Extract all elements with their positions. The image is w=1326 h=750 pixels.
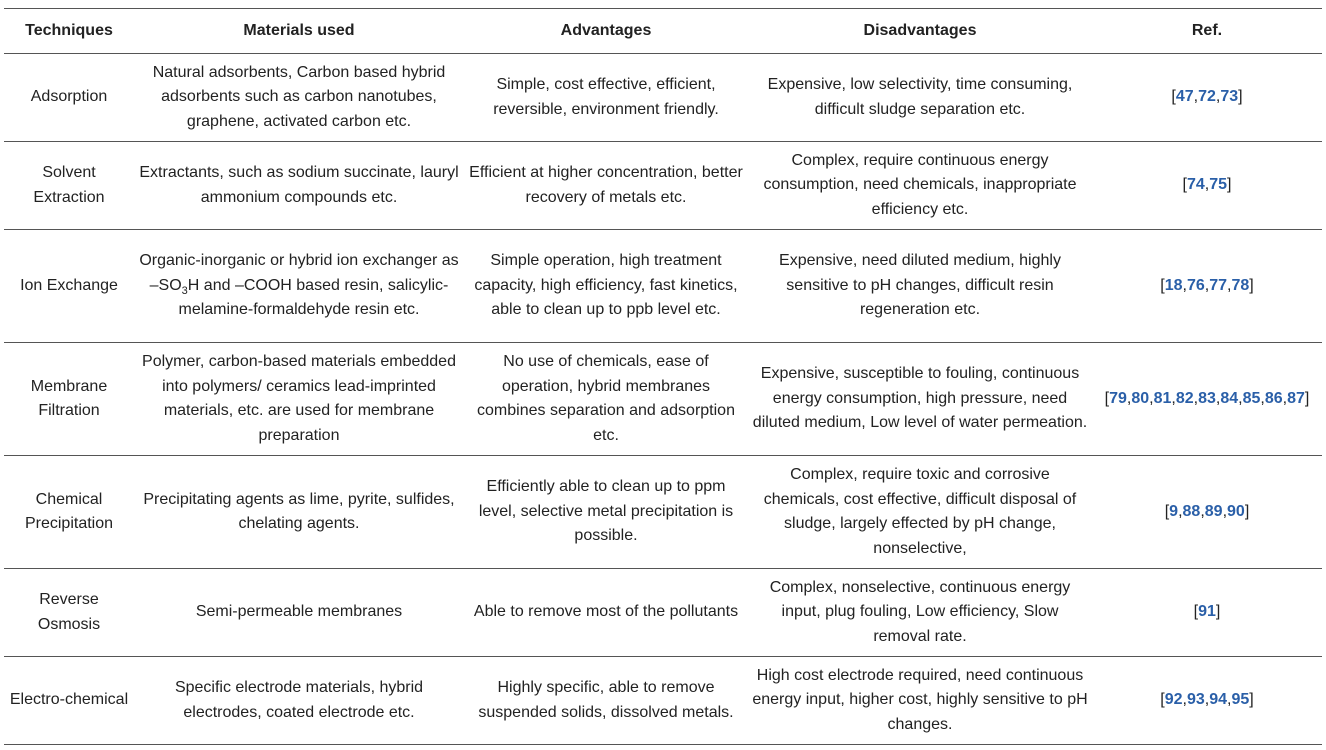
ref-link[interactable]: 84 — [1220, 389, 1239, 407]
header-disadvantages: Disadvantages — [748, 9, 1092, 54]
ref-bracket-close: ] — [1227, 176, 1232, 194]
ref-link[interactable]: 76 — [1186, 276, 1205, 294]
materials-cell — [134, 230, 464, 343]
ref-link[interactable]: 47 — [1175, 88, 1194, 106]
ref-link[interactable]: 72 — [1198, 88, 1216, 106]
ref-link[interactable]: 75 — [1209, 176, 1228, 194]
techniques-comparison-table — [4, 8, 1322, 745]
materials-cell: Natural adsorbents, Carbon based hybrid adsorbents such as carbon nanotubes, graphene, activated carbon etc. — [134, 54, 464, 142]
advantages-cell: Efficiently able to clean up to ppm level, selective metal precipitation is possible. — [464, 456, 748, 569]
table-row-chemical-precipitation — [4, 456, 1322, 569]
header-advantages: Advantages — [464, 9, 748, 54]
ref-bracket-open: [ — [1171, 88, 1176, 106]
materials-text-pre: Organic-inorganic or hybrid ion exchanger as –SO — [139, 252, 459, 294]
header-materials-used: Materials used — [134, 9, 464, 54]
technique-cell: Electro-chemical — [4, 657, 134, 745]
ref-separator: , — [1215, 88, 1221, 106]
ref-separator: , — [1227, 276, 1232, 294]
ref-link[interactable]: 95 — [1231, 691, 1250, 709]
ref-link[interactable]: 81 — [1153, 389, 1172, 407]
technique-cell: Chemical Precipitation — [4, 456, 134, 569]
table-row-reverse-osmosis — [4, 569, 1322, 657]
disadvantages-cell: Expensive, need diluted medium, highly sensitive to pH changes, difficult resin regeneration etc. — [748, 230, 1092, 343]
ref-separator: , — [1171, 389, 1176, 407]
ref-bracket-close: ] — [1304, 389, 1310, 407]
ref-link[interactable]: 82 — [1175, 389, 1194, 407]
disadvantages-cell: Expensive, susceptible to fouling, continuous energy consumption, high pressure, need diluted medium, Low level of water permeation. — [748, 343, 1092, 456]
ref-link[interactable]: 85 — [1242, 389, 1261, 407]
ref-separator: , — [1260, 389, 1265, 407]
disadvantages-cell: Expensive, low selectivity, time consuming, difficult sludge separation etc. — [748, 54, 1092, 142]
ref-link[interactable]: 77 — [1209, 276, 1228, 294]
technique-cell: Membrane Filtration — [4, 343, 134, 456]
advantages-cell: Efficient at higher concentration, better recovery of metals etc. — [464, 142, 748, 230]
ref-link[interactable]: 88 — [1182, 502, 1201, 520]
technique-cell: Solvent Extraction — [4, 142, 134, 230]
ref-bracket-close: ] — [1238, 88, 1243, 106]
ref-cell — [1092, 142, 1322, 230]
subscript-3: 3 — [181, 284, 188, 297]
ref-separator: , — [1182, 691, 1187, 709]
ref-bracket-open: [ — [1164, 502, 1170, 520]
ref-link[interactable]: 93 — [1186, 691, 1205, 709]
ref-cell — [1092, 54, 1322, 142]
ref-bracket-open: [ — [1104, 389, 1110, 407]
header-ref: Ref. — [1092, 9, 1322, 54]
materials-cell: Specific electrode materials, hybrid electrodes, coated electrode etc. — [134, 657, 464, 745]
advantages-cell: Highly specific, able to remove suspended solids, dissolved metals. — [464, 657, 748, 745]
disadvantages-cell: Complex, require toxic and corrosive chemicals, cost effective, difficult disposal of sludge, largely effected by pH change, nonselective, — [748, 456, 1092, 569]
table-row-solvent-extraction — [4, 142, 1322, 230]
ref-link[interactable]: 18 — [1164, 276, 1183, 294]
ref-separator: , — [1178, 502, 1183, 520]
ref-link[interactable]: 92 — [1164, 691, 1183, 709]
ref-cell — [1092, 343, 1322, 456]
ref-link[interactable]: 86 — [1264, 389, 1283, 407]
table-row-adsorption — [4, 54, 1322, 142]
technique-cell: Reverse Osmosis — [4, 569, 134, 657]
ref-link[interactable]: 9 — [1169, 502, 1179, 520]
ref-cell — [1092, 657, 1322, 745]
ref-link[interactable]: 83 — [1198, 389, 1216, 407]
table-row-ion-exchange — [4, 230, 1322, 343]
ref-separator: , — [1204, 276, 1210, 294]
table-row-electrochemical — [4, 657, 1322, 745]
table-row-membrane-filtration — [4, 343, 1322, 456]
disadvantages-cell: Complex, nonselective, continuous energy input, plug fouling, Low efficiency, Slow removal rate. — [748, 569, 1092, 657]
ref-separator: , — [1126, 389, 1132, 407]
disadvantages-cell: High cost electrode required, need continuous energy input, higher cost, highly sensitive to pH changes. — [748, 657, 1092, 745]
materials-text-post: H and –COOH based resin, salicylic-melamine-formaldehyde resin etc. — [178, 276, 449, 319]
comparison-table-container — [4, 8, 1322, 745]
materials-cell: Semi-permeable membranes — [134, 569, 464, 657]
ref-separator: , — [1204, 176, 1210, 194]
ref-link[interactable]: 78 — [1231, 276, 1250, 294]
ref-separator: , — [1193, 389, 1199, 407]
advantages-cell: Simple operation, high treatment capacity, high efficiency, fast kinetics, able to clean up to ppb level etc. — [464, 230, 748, 343]
ref-bracket-close: ] — [1249, 276, 1254, 294]
ref-separator: , — [1204, 691, 1210, 709]
technique-cell: Adsorption — [4, 54, 134, 142]
materials-cell: Polymer, carbon-based materials embedded into polymers/ ceramics lead-imprinted materials, etc. are used for membrane preparation — [134, 343, 464, 456]
ref-separator: , — [1282, 389, 1288, 407]
ref-separator: , — [1215, 389, 1221, 407]
advantages-cell: Able to remove most of the pollutants — [464, 569, 748, 657]
ref-bracket-close: ] — [1244, 502, 1250, 520]
ref-cell — [1092, 569, 1322, 657]
technique-cell: Ion Exchange — [4, 230, 134, 343]
ref-link[interactable]: 89 — [1204, 502, 1223, 520]
ref-separator: , — [1193, 88, 1199, 106]
ref-separator: , — [1182, 276, 1187, 294]
ref-link[interactable]: 74 — [1186, 176, 1205, 194]
ref-cell — [1092, 230, 1322, 343]
ref-cell — [1092, 456, 1322, 569]
ref-bracket-close: ] — [1249, 691, 1254, 709]
ref-link[interactable]: 79 — [1109, 389, 1127, 407]
ref-bracket-open: [ — [1193, 603, 1199, 621]
ref-separator: , — [1149, 389, 1154, 407]
advantages-cell: No use of chemicals, ease of operation, hybrid membranes combines separation and adsorption etc. — [464, 343, 748, 456]
materials-cell: Precipitating agents as lime, pyrite, sulfides, chelating agents. — [134, 456, 464, 569]
ref-separator: , — [1222, 502, 1228, 520]
ref-bracket-open: [ — [1182, 176, 1187, 194]
materials-cell: Extractants, such as sodium succinate, lauryl ammonium compounds etc. — [134, 142, 464, 230]
ref-link[interactable]: 91 — [1198, 603, 1216, 621]
ref-link[interactable]: 94 — [1209, 691, 1228, 709]
ref-bracket-open: [ — [1160, 276, 1165, 294]
disadvantages-cell: Complex, require continuous energy consumption, need chemicals, inappropriate efficiency etc. — [748, 142, 1092, 230]
ref-link[interactable]: 73 — [1220, 88, 1239, 106]
ref-link[interactable]: 90 — [1227, 502, 1245, 520]
advantages-cell: Simple, cost effective, efficient, reversible, environment friendly. — [464, 54, 748, 142]
ref-bracket-open: [ — [1160, 691, 1165, 709]
ref-bracket-close: ] — [1215, 603, 1221, 621]
ref-link[interactable]: 80 — [1131, 389, 1150, 407]
header-techniques: Techniques — [4, 9, 134, 54]
table-header-row — [4, 9, 1322, 54]
ref-separator: , — [1200, 502, 1205, 520]
ref-link[interactable]: 87 — [1287, 389, 1305, 407]
ref-separator: , — [1227, 691, 1232, 709]
ref-separator: , — [1238, 389, 1243, 407]
